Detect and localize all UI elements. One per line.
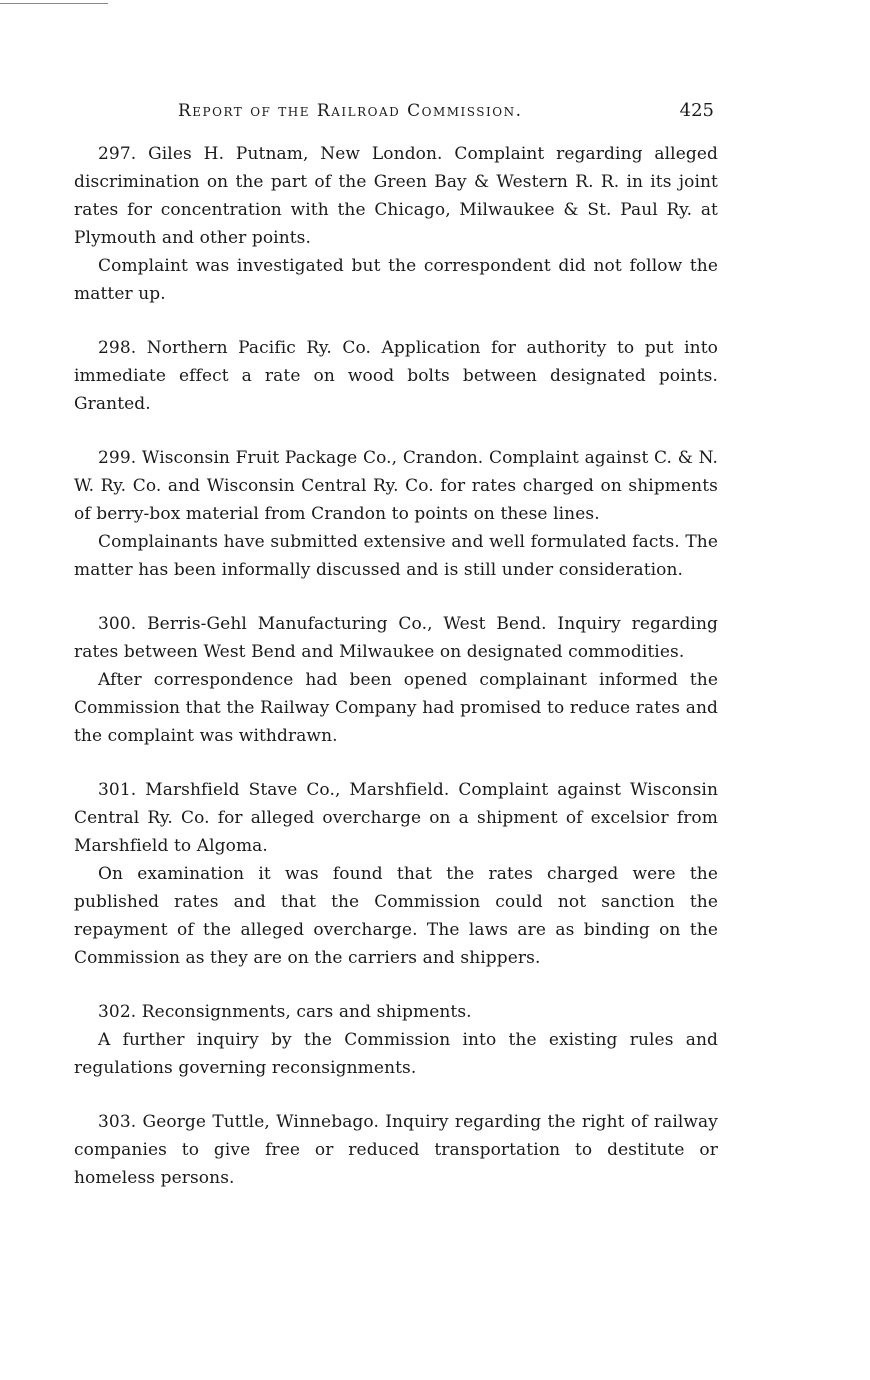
entry-297-outcome: Complaint was investigated but the correspondent did not follow the matter up. <box>74 256 718 304</box>
entry-300-inquiry: 300. Berris-Gehl Manufacturing Co., West Bend. Inquiry regarding rates between West Bend and Milwaukee on designated commodities. <box>74 614 718 662</box>
entry-302 <box>74 998 718 1082</box>
entry-300 <box>74 610 718 750</box>
page-number: 425 <box>679 100 714 121</box>
entry-298-application: 298. Northern Pacific Ry. Co. Application for authority to put into immediate effect a rate on wood bolts between designated points. Granted. <box>74 338 718 414</box>
entry-301-outcome: On examination it was found that the rates charged were the published rates and that the Commission could not sanction the repayment of the alleged overcharge. The laws are as binding on the Commission as they are on the carriers and shippers. <box>74 864 718 968</box>
entry-303 <box>74 1108 718 1192</box>
entry-297-complaint: 297. Giles H. Putnam, New London. Complaint regarding alleged discrimination on the part of the Green Bay & Western R. R. in its joint rates for concentration with the Chicago, Milwaukee & St. Paul Ry. at Plymouth and other points. <box>74 144 718 248</box>
entry-303-inquiry: 303. George Tuttle, Winnebago. Inquiry regarding the right of railway companies to give free or reduced transportation to destitute or homeless persons. <box>74 1112 718 1188</box>
entry-302-description: A further inquiry by the Commission into the existing rules and regulations governing reconsignments. <box>74 1030 718 1078</box>
top-edge-rule <box>0 3 108 4</box>
entry-301-complaint: 301. Marshfield Stave Co., Marshfield. Complaint against Wisconsin Central Ry. Co. for alleged overcharge on a shipment of excelsior from Marshfield to Algoma. <box>74 780 718 856</box>
page-header <box>74 100 718 130</box>
entry-299-complaint: 299. Wisconsin Fruit Package Co., Crandon. Complaint against C. & N. W. Ry. Co. and Wisconsin Central Ry. Co. for rates charged on shipments of berry-box material from Crandon to points on these lines. <box>74 448 718 524</box>
entry-299 <box>74 444 718 584</box>
entry-298 <box>74 334 718 418</box>
entry-301 <box>74 776 718 972</box>
running-title: Report of the Railroad Commission. <box>178 101 523 121</box>
document-page <box>74 100 718 1218</box>
entry-300-outcome: After correspondence had been opened complainant informed the Commission that the Railway Company had promised to reduce rates and the complaint was withdrawn. <box>74 670 718 746</box>
entry-297 <box>74 140 718 308</box>
entry-302-subject: 302. Reconsignments, cars and shipments. <box>98 1002 472 1022</box>
entry-299-outcome: Complainants have submitted extensive and well formulated facts. The matter has been informally discussed and is still under consideration. <box>74 532 718 580</box>
